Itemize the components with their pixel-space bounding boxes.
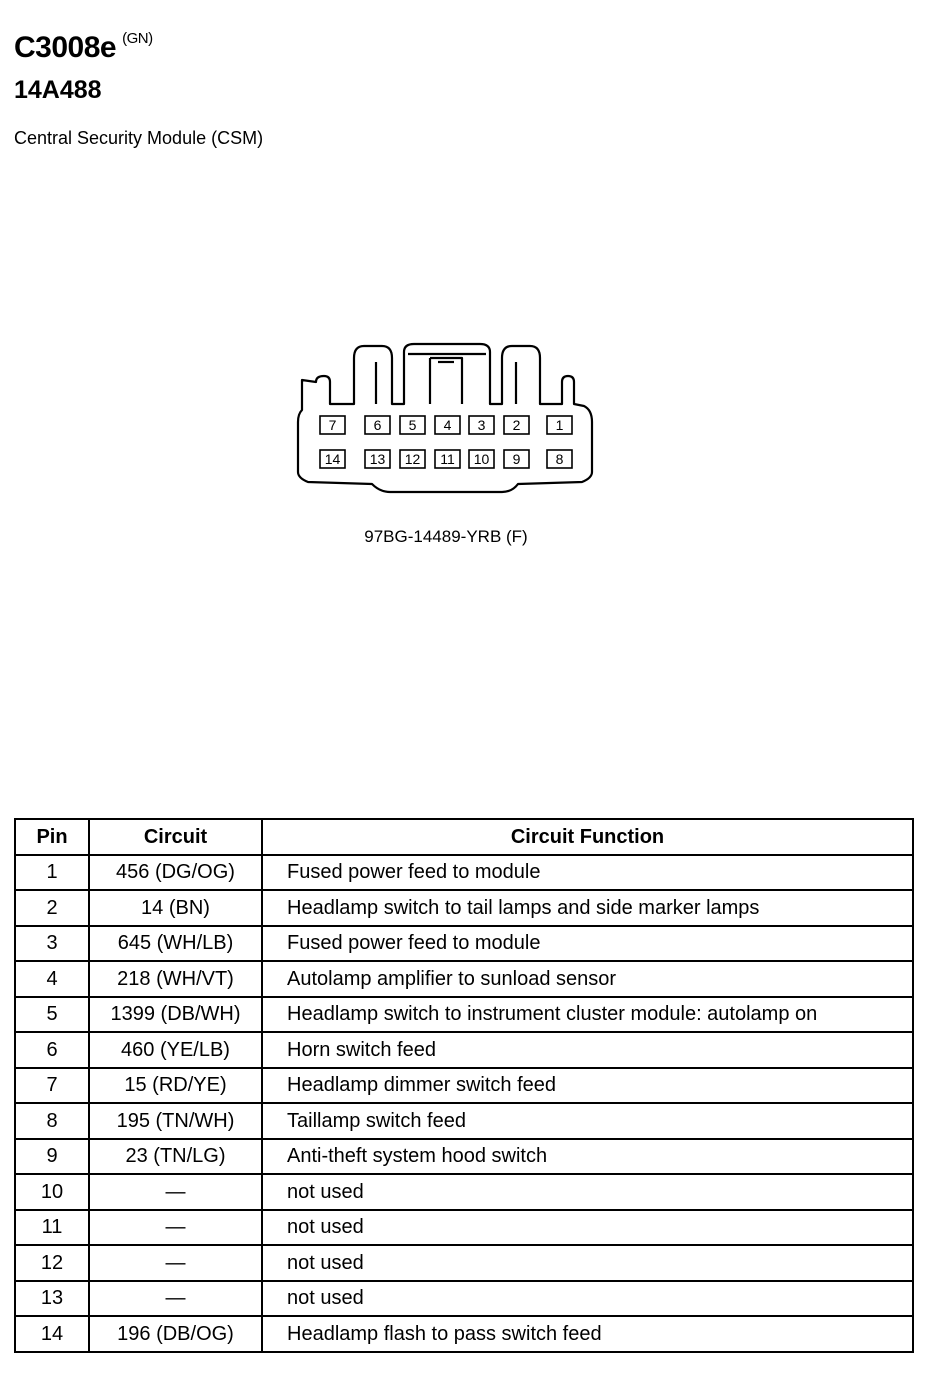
connector-title (14, 30, 153, 65)
pin-number-label: 4 (443, 417, 452, 433)
circuit-cell: — (89, 1245, 262, 1281)
circuit-cell: 15 (RD/YE) (89, 1068, 262, 1104)
pin-cell: 5 (15, 997, 89, 1033)
table-row (15, 1103, 913, 1139)
circuit-cell: 195 (TN/WH) (89, 1103, 262, 1139)
table-row (15, 1139, 913, 1175)
pin-number-label: 14 (324, 451, 341, 467)
pin-cell: 9 (15, 1139, 89, 1175)
function-cell: Fused power feed to module (262, 926, 913, 962)
pin-cell: 10 (15, 1174, 89, 1210)
pin-cell: 4 (15, 961, 89, 997)
function-cell: Anti-theft system hood switch (262, 1139, 913, 1175)
pin-number-label: 11 (440, 451, 455, 467)
pin-number-label: 8 (555, 451, 564, 467)
header-pin: Pin (15, 819, 89, 855)
table-row (15, 1245, 913, 1281)
table-row (15, 961, 913, 997)
table-row (15, 1068, 913, 1104)
pinout-table (14, 818, 914, 1353)
connector-id: C3008e (14, 31, 117, 64)
header-circuit-function: Circuit Function (262, 819, 913, 855)
circuit-cell: 645 (WH/LB) (89, 926, 262, 962)
table-row (15, 890, 913, 926)
table-row (15, 1316, 913, 1352)
pin-cell: 2 (15, 890, 89, 926)
table-row (15, 997, 913, 1033)
pin-number-label: 9 (512, 451, 521, 467)
function-cell: Fused power feed to module (262, 855, 913, 891)
pin-cell: 3 (15, 926, 89, 962)
table-row (15, 1032, 913, 1068)
function-cell: not used (262, 1245, 913, 1281)
pin-number-label: 10 (473, 451, 490, 467)
function-cell: Headlamp switch to tail lamps and side marker lamps (262, 890, 913, 926)
circuit-cell: 196 (DB/OG) (89, 1316, 262, 1352)
pin-cell: 7 (15, 1068, 89, 1104)
pin-number-label: 13 (369, 451, 386, 467)
pin-cell: 8 (15, 1103, 89, 1139)
function-cell: Headlamp dimmer switch feed (262, 1068, 913, 1104)
pin-cells (320, 416, 572, 468)
pin-number-label: 5 (408, 417, 417, 433)
circuit-cell: 460 (YE/LB) (89, 1032, 262, 1068)
circuit-cell: — (89, 1210, 262, 1246)
table-row (15, 1281, 913, 1317)
circuit-cell: — (89, 1174, 262, 1210)
circuit-cell: 23 (TN/LG) (89, 1139, 262, 1175)
pin-number-label: 1 (555, 417, 564, 433)
circuit-cell: — (89, 1281, 262, 1317)
table-header-row (15, 819, 913, 855)
table-row (15, 926, 913, 962)
circuit-cell: 456 (DG/OG) (89, 855, 262, 891)
function-cell: not used (262, 1210, 913, 1246)
part-number: 14A488 (14, 76, 102, 104)
function-cell: Autolamp amplifier to sunload sensor (262, 961, 913, 997)
pin-cell: 1 (15, 855, 89, 891)
pin-number-label: 6 (373, 417, 382, 433)
circuit-cell: 218 (WH/VT) (89, 961, 262, 997)
table-row (15, 1210, 913, 1246)
function-cell: Headlamp switch to instrument cluster module: autolamp on (262, 997, 913, 1033)
pin-number-label: 2 (512, 417, 521, 433)
connector-part-number: 97BG-14489-YRB (F) (364, 527, 528, 546)
pin-cell: 12 (15, 1245, 89, 1281)
function-cell: Taillamp switch feed (262, 1103, 913, 1139)
table-row (15, 1174, 913, 1210)
function-cell: not used (262, 1174, 913, 1210)
pin-number-label: 12 (404, 451, 421, 467)
circuit-cell: 14 (BN) (89, 890, 262, 926)
pin-cell: 13 (15, 1281, 89, 1317)
pin-cell: 11 (15, 1210, 89, 1246)
pin-number-label: 7 (328, 417, 337, 433)
function-cell: not used (262, 1281, 913, 1317)
module-description: Central Security Module (CSM) (14, 128, 264, 148)
header-circuit: Circuit (89, 819, 262, 855)
pin-cell: 14 (15, 1316, 89, 1352)
pin-number-label: 3 (477, 417, 486, 433)
pin-cell: 6 (15, 1032, 89, 1068)
table-row (15, 855, 913, 891)
connector-face-diagram (290, 338, 600, 498)
function-cell: Headlamp flash to pass switch feed (262, 1316, 913, 1352)
function-cell: Horn switch feed (262, 1032, 913, 1068)
color-code: (GN) (122, 30, 153, 47)
circuit-cell: 1399 (DB/WH) (89, 997, 262, 1033)
